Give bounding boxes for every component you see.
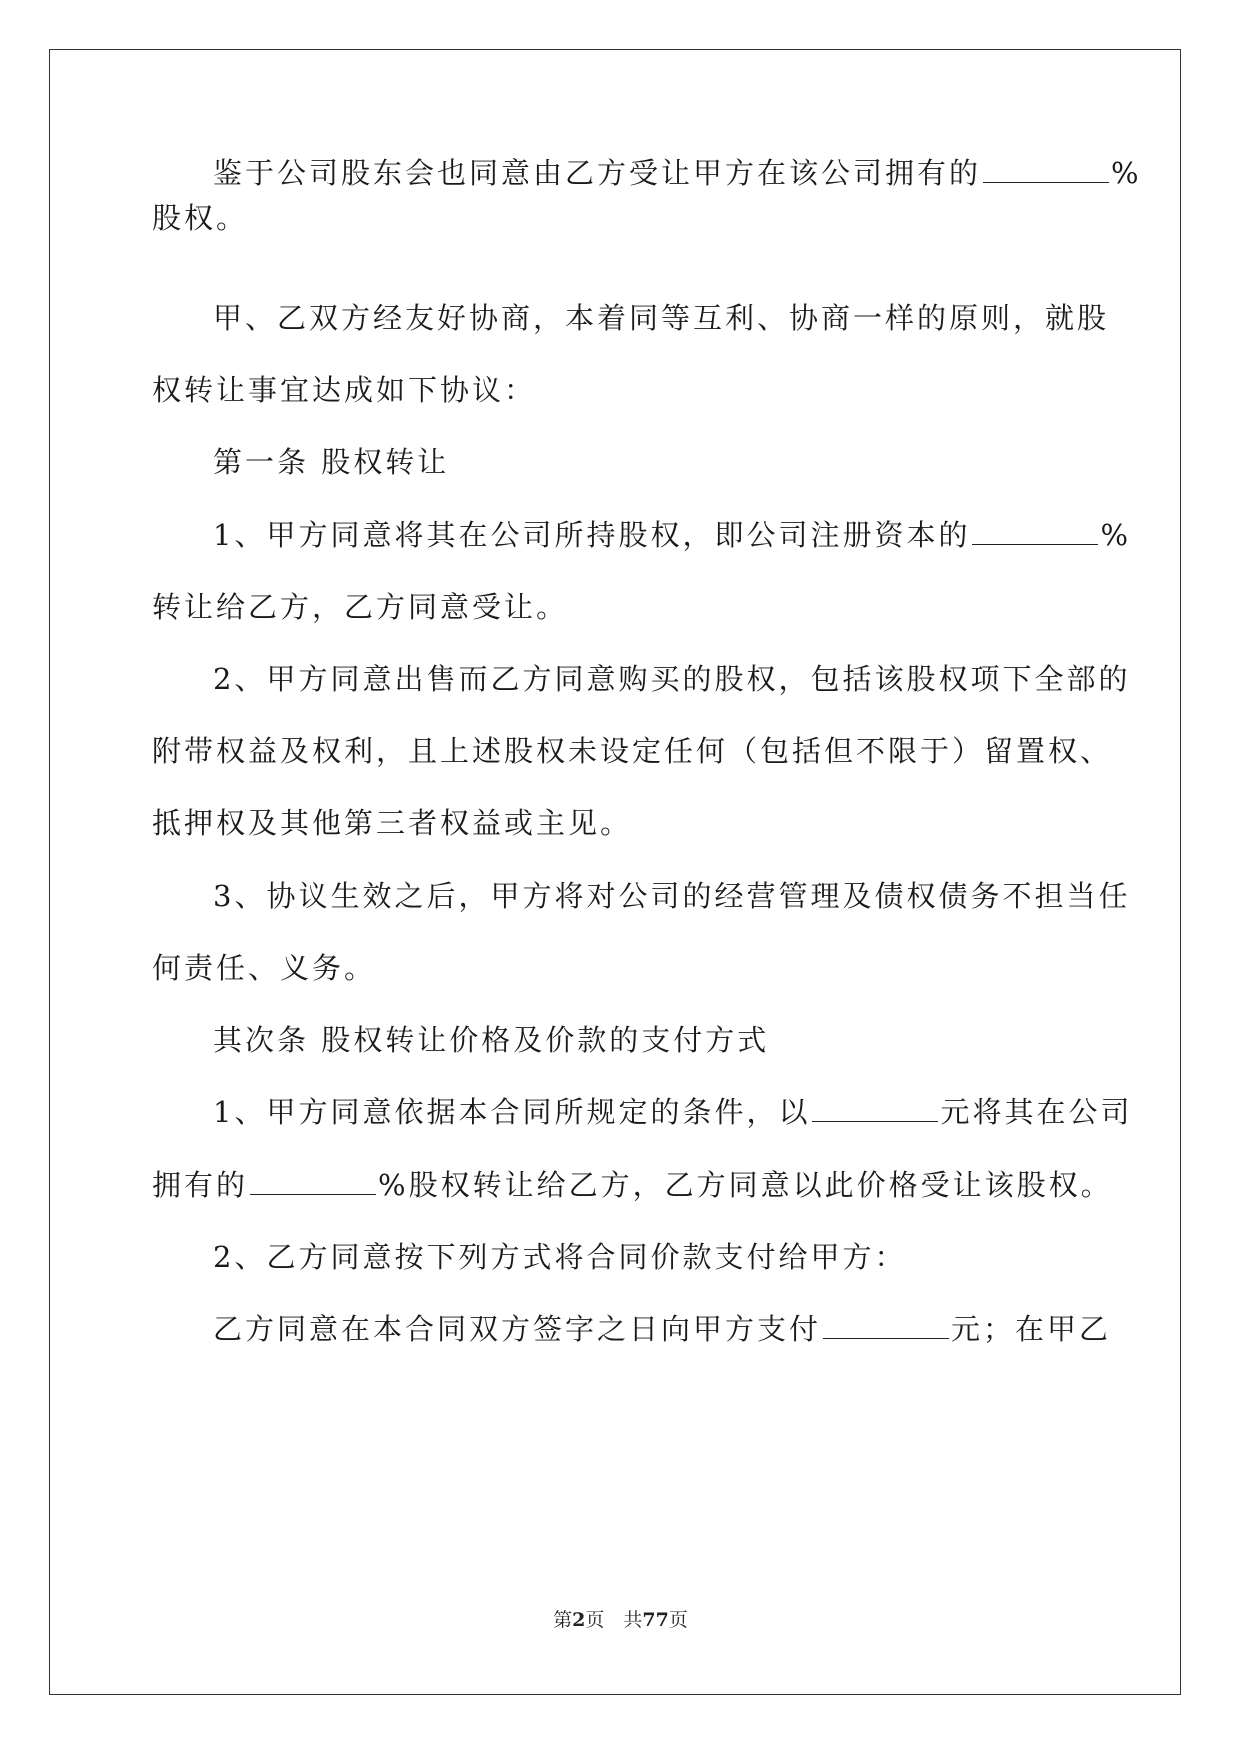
paragraph-line — [213, 659, 1143, 699]
paragraph-line — [213, 1309, 1143, 1349]
paragraph-line — [152, 1165, 1113, 1205]
paragraph-line — [152, 948, 1082, 988]
paragraph-line — [152, 803, 1082, 843]
text-segment: 元将其在公司 — [940, 1095, 1133, 1129]
fill-in-blank — [812, 1097, 938, 1122]
page-frame — [49, 49, 1181, 1695]
text-segment: %股权转让给乙方，乙方同意以此价格受让该股权。 — [378, 1168, 1113, 1202]
fill-in-blank — [250, 1170, 376, 1195]
paragraph-line — [213, 153, 1143, 193]
paragraph-line — [213, 1237, 1143, 1277]
text-segment: 权转让事宜达成如下协议： — [152, 373, 537, 407]
article-heading — [213, 442, 1143, 482]
text-segment: 2、乙方同意按下列方式将合同价款支付给甲方： — [213, 1240, 907, 1274]
text-segment: % — [1100, 518, 1132, 552]
text-segment: 转让给乙方，乙方同意受让。 — [152, 590, 569, 624]
text-segment: % — [1111, 156, 1142, 190]
paragraph-line — [152, 370, 1082, 410]
paragraph-line — [152, 587, 1082, 627]
text-segment: 抵押权及其他第三者权益或主见。 — [152, 806, 633, 840]
text-segment: 1、甲方同意依据本合同所规定的条件，以 — [213, 1095, 811, 1129]
paragraph-line — [213, 515, 1143, 555]
fill-in-blank — [972, 520, 1098, 545]
total-page-count: 77 — [642, 1609, 669, 1631]
text-segment: 其次条 股权转让价格及价款的支付方式 — [213, 1023, 770, 1057]
article-heading — [213, 1020, 1143, 1060]
text-segment: 何责任、义务。 — [152, 951, 377, 985]
text-segment: 1、甲方同意将其在公司所持股权，即公司注册资本的 — [213, 518, 971, 552]
footer-text: 页 — [668, 1609, 688, 1631]
fill-in-blank — [983, 158, 1109, 183]
footer-text: 第 — [553, 1609, 573, 1631]
paragraph-line — [213, 1092, 1143, 1132]
paragraph-line — [152, 198, 1082, 238]
text-segment: 甲、乙双方经友好协商，本着同等互利、协商一样的原则，就股 — [213, 301, 1110, 335]
fill-in-blank — [823, 1314, 949, 1339]
paragraph-line — [213, 876, 1143, 916]
footer-text: 页 共 — [585, 1609, 643, 1631]
text-segment: 股权。 — [152, 201, 249, 235]
text-segment: 附带权益及权利，且上述股权未设定任何（包括但不限于）留置权、 — [152, 734, 1113, 768]
paragraph-line — [213, 298, 1143, 338]
paragraph-line — [152, 731, 1113, 771]
text-segment: 鉴于公司股东会也同意由乙方受让甲方在该公司拥有的 — [213, 156, 982, 190]
text-segment: 拥有的 — [152, 1168, 249, 1202]
text-segment: 乙方同意在本合同双方签字之日向甲方支付 — [213, 1312, 822, 1346]
text-segment: 2、甲方同意出售而乙方同意购买的股权，包括该股权项下全部的 — [213, 662, 1131, 696]
text-segment: 第一条 股权转让 — [213, 445, 450, 479]
text-segment: 3、协议生效之后，甲方将对公司的经营管理及债权债务不担当任 — [213, 879, 1131, 913]
current-page-number: 2 — [572, 1609, 586, 1631]
page-footer — [0, 1608, 1241, 1632]
text-segment: 元；在甲乙 — [951, 1312, 1112, 1346]
